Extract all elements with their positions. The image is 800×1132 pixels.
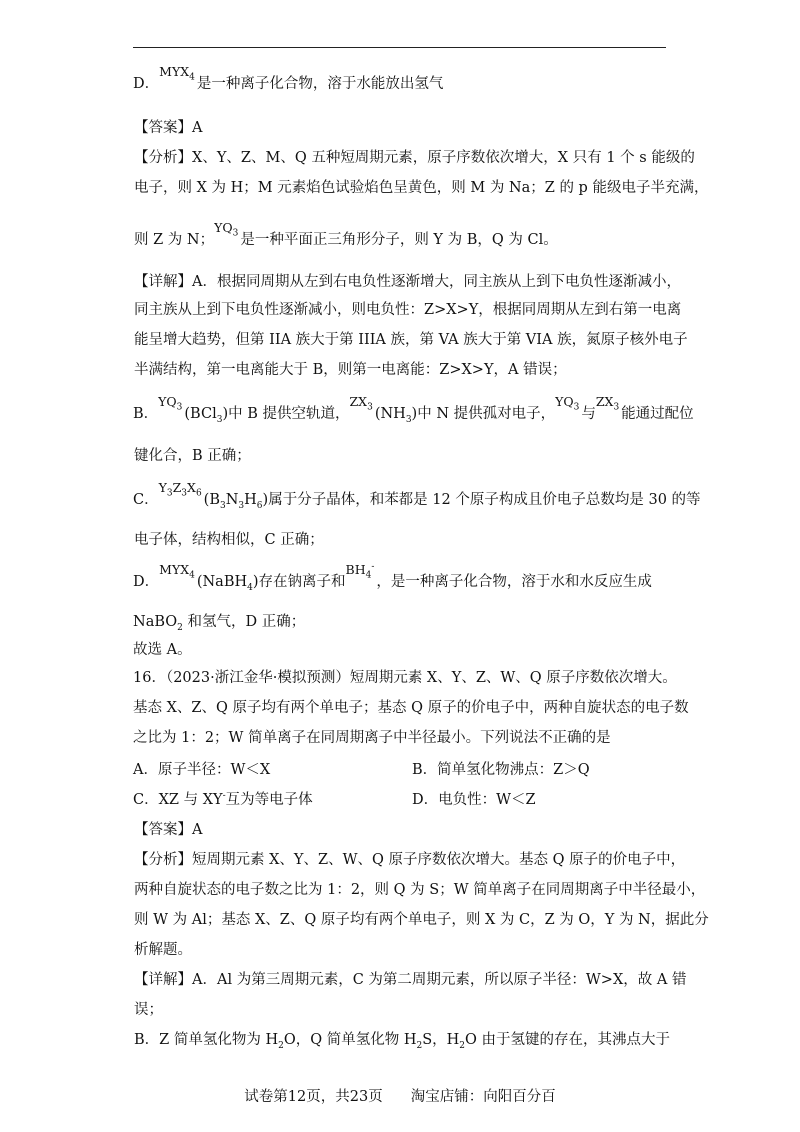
option-label: D． (133, 76, 160, 92)
detail-line: 半满结构，第一电离能大于 B，则第一电离能：Z>X>Y，A 错误； (134, 362, 567, 378)
detail-line: B．Z 简单氢化物为 $H_2O$，Q 简单氢化物 $H_2S$，$H_2O$ 由于氢键的存在，其沸点大于 (134, 1032, 671, 1051)
detail-line: 能呈增大趋势，但第 IIA 族大于第 IIIA 族，第 VA 族大于第 VIA 族，氮原子核外电子 (134, 332, 688, 348)
option-c: C．XZ 与 XY-互为等电子体 (133, 791, 313, 808)
option-a: A．原子半径：W＜X (133, 762, 271, 778)
analysis-line: 【分析】短周期元素 X、Y、Z、W、Q 原子序数依次增大。基态 Q 原子的价电子中， (134, 852, 686, 868)
conclusion-line: 故选 A。 (133, 642, 192, 658)
analysis-line: 电子，则 X 为 H；M 元素焰色试验焰色呈黄色，则 M 为 Na；Z 的 p 能级电子半充满， (134, 180, 709, 196)
detail-line: 同主族从上到下电负性逐渐减小，则电负性：Z>X>Y，根据同周期从左到右第一电离 (134, 302, 682, 318)
analysis-line: 两种自旋状态的电子数之比为 1：2，则 Q 为 S；W 简单离子在同周期离子中半径最小， (134, 882, 706, 898)
analysis-line: 则 W 为 Al；基态 X、Z、Q 原子均有两个单电子，则 X 为 C，Z 为 O，Y 为 N，据此分 (134, 912, 709, 928)
header-rule (133, 47, 666, 48)
formula: $YQ_3$ (555, 394, 580, 413)
detail-d-line: D．$MYX_4$ (NaBH$_4$)存在钠离子和$BH_4^-$，是一种离子化合物，溶于水和水反应生成 (133, 561, 652, 593)
formula: $Y_3Z_3X_6$ (158, 480, 202, 499)
detail-line: 【详解】A．根据同周期从左到右电负性逐渐增大，同主族从上到下电负性逐渐减小， (134, 274, 681, 290)
option-text: 是一种离子化合物，溶于水能放出氢气 (196, 76, 444, 92)
detail-line: 电子体，结构相似，C 正确； (134, 532, 324, 548)
formula: $ZX_3$ (595, 394, 620, 413)
question-stem: 之比为 1：2；W 简单离子在同周期离子中半径最小。下列说法不正确的是 (133, 730, 611, 746)
formula: $MYX_4$ (159, 562, 195, 581)
analysis-line: 【分析】X、Y、Z、M、Q 五种短周期元素，原子序数依次增大，X 只有 1 个 s 能级的 (134, 150, 695, 166)
option-d: D．电负性：W＜Z (412, 792, 536, 808)
formula: $MYX_4$ (159, 64, 195, 83)
page-footer (0, 1085, 800, 1106)
analysis-line: 析解题。 (134, 942, 192, 958)
formula: $ZX_3$ (349, 394, 373, 413)
question-stem: 16．（2023·浙江金华·模拟预测）短周期元素 X、Y、Z、W、Q 原子序数依次增大。 (133, 670, 677, 686)
formula: $YQ_3$ (214, 220, 239, 239)
analysis-line: 则 Z 为 N；$YQ_3$ 是一种平面正三角形分子，则 Y 为 B，Q 为 Cl。 (134, 220, 558, 248)
detail-line: NaBO$_2$ 和氢气，D 正确； (133, 614, 306, 633)
prev-option-d (133, 64, 444, 95)
formula: $YQ_3$ (158, 394, 183, 413)
formula: $BH_4^-$ (345, 561, 375, 581)
shop-name: 淘宝店铺：向阳百分百 (410, 1089, 556, 1105)
detail-line: 误； (134, 1002, 163, 1018)
detail-line: 【详解】A．Al 为第三周期元素，C 为第二周期元素，所以原子半径：W>X，故 A 错 (134, 972, 687, 988)
answer-line: 【答案】A (134, 120, 203, 136)
detail-b-line: B．$YQ_3$ (BCl$_3$)中 B 提供空轨道，$ZX_3$ $(NH_3)$中 N 提供孤对电子，$YQ_3$ 与$ZX_3$ 能通过配位 (133, 394, 694, 425)
option-b: B．简单氢化物沸点：Z＞Q (412, 762, 590, 778)
page-number: 试卷第12页，共23页 (244, 1089, 383, 1105)
question-stem: 基态 X、Z、Q 原子均有两个单电子；基态 Q 原子的价电子中，两种自旋状态的电子数 (133, 700, 689, 716)
detail-c-line: C．$Y_3Z_3X_6$ $(B_3N_3H_6)$属于分子晶体，和苯都是 12 个原子构成且价电子总数均是 30 的等 (133, 480, 701, 511)
detail-line: 键化合，B 正确； (134, 448, 251, 464)
answer-line: 【答案】A (134, 822, 203, 838)
